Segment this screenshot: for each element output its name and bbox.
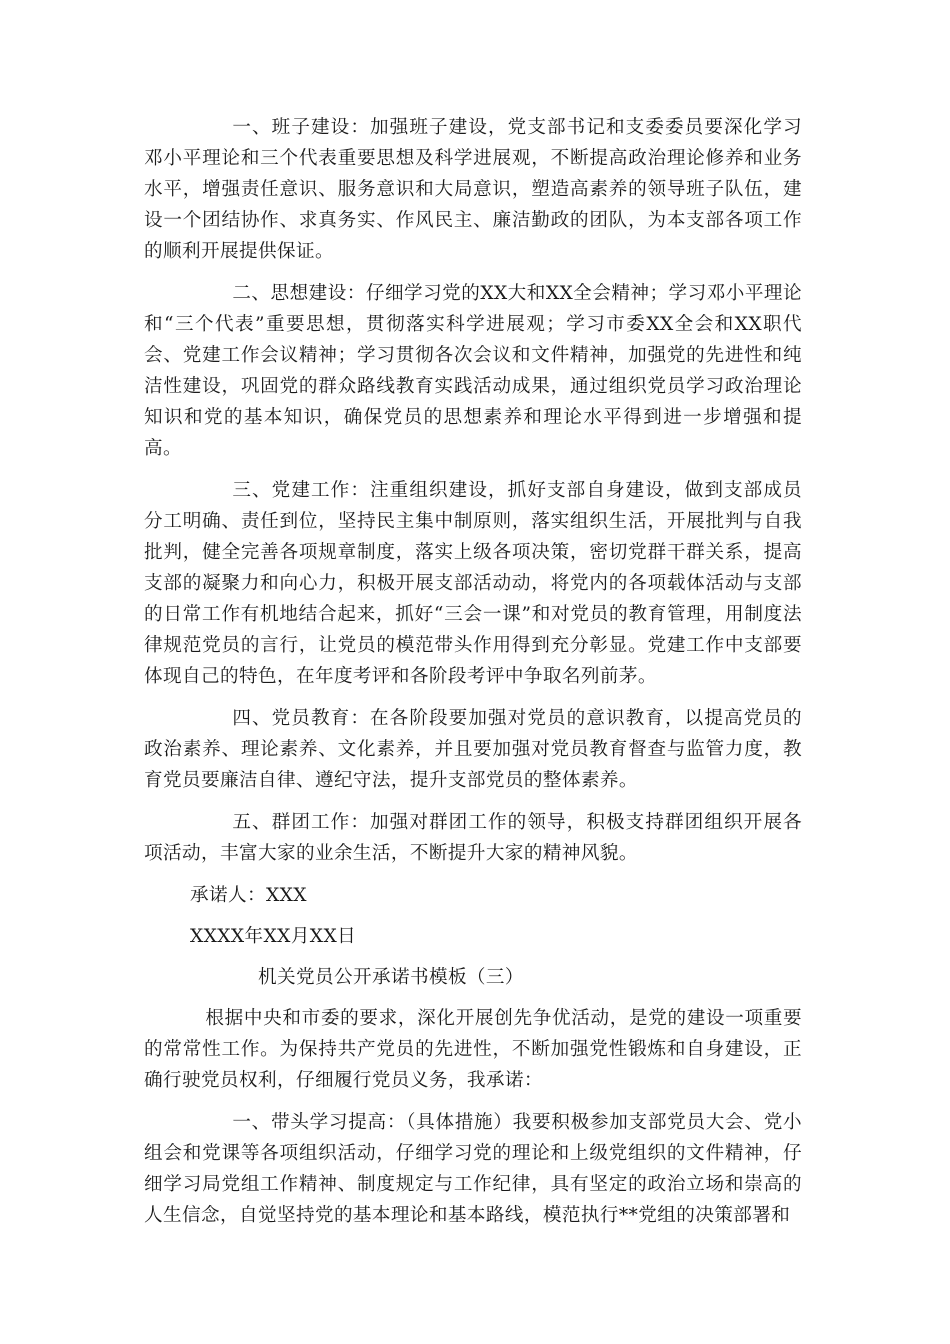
paragraph-team-building: 一、班子建设：加强班子建设，党支部书记和支委委员要深化学习邓小平理论和三个代表重要思想及科学进展观，不断提高政治理论修养和业务水平，增强责任意识、服务意识和大局意识，塑造高素养的领导班子队伍，建设一个团结协作、求真务实、作风民主、廉洁勤政的团队，为本支部各项工作的顺利开展提供保证。: [144, 117, 802, 262]
paragraph-party-building: 三、党建工作：注重组织建设，抓好支部自身建设，做到支部成员分工明确、责任到位，坚持民主集中制原则，落实组织生活，开展批判与自我批判，健全完善各项规章制度，落实上级各项决策，密切党群干群关系，提高支部的凝聚力和向心力，积极开展支部活动动，将党内的各项载体活动与支部的日常工作有机地结合起来，抓好“三会一课”和对党员的教育管理，用制度法律规范党员的言行，让党员的模范带头作用得到充分彰显。党建工作中支部要体现自己的特色，在年度考评和各阶段考评中争取名列前茅。: [144, 480, 802, 687]
date-line: XXXX年XX月XX日: [190, 926, 357, 947]
paragraph-mass-organization: 五、群团工作：加强对群团工作的领导，积极支持群团组织开展各项活动，丰富大家的业余生活，不断提升大家的精神风貌。: [144, 812, 802, 864]
paragraph-ideological-building: 二、思想建设：仔细学习党的XX大和XX全会精神；学习邓小平理论和“三个代表”重要思想，贯彻落实科学进展观；学习市委XX全会和XX职代会、党建工作会议精神；学习贯彻各次会议和文件精神，加强党的先进性和纯洁性建设，巩固党的群众路线教育实践活动成果，通过组织党员学习政治理论知识和党的基本知识，确保党员的思想素养和理论水平得到进一步增强和提高。: [144, 283, 802, 459]
intro-paragraph: 根据中央和市委的要求，深化开展创先争优活动，是党的建设一项重要的常常性工作。为保持共产党员的先进性，不断加强党性锻炼和自身建设，正确行驶党员权利，仔细履行党员义务，我承诺：: [144, 1008, 802, 1091]
template-title: 机关党员公开承诺书模板（三）: [258, 967, 524, 988]
paragraph-member-education: 四、党员教育：在各阶段要加强对党员的意识教育，以提高党员的政治素养、理论素养、文化素养，并且要加强对党员教育督查与监管力度，教育党员要廉洁自律、遵纪守法，提升支部党员的整体素养。: [144, 708, 802, 791]
document-page: [144, 112, 802, 1242]
signer-line: 承诺人：XXX: [190, 885, 307, 906]
commitment-paragraph: 一、带头学习提高：（具体措施）我要积极参加支部党员大会、党小组会和党课等各项组织活动，仔细学习党的理论和上级党组织的文件精神，仔细学习局党组工作精神、制度规定与工作纪律，具有坚定的政治立场和崇高的人生信念，自觉坚持党的基本理论和基本路线，模范执行**党组的决策部署和: [144, 1112, 802, 1226]
